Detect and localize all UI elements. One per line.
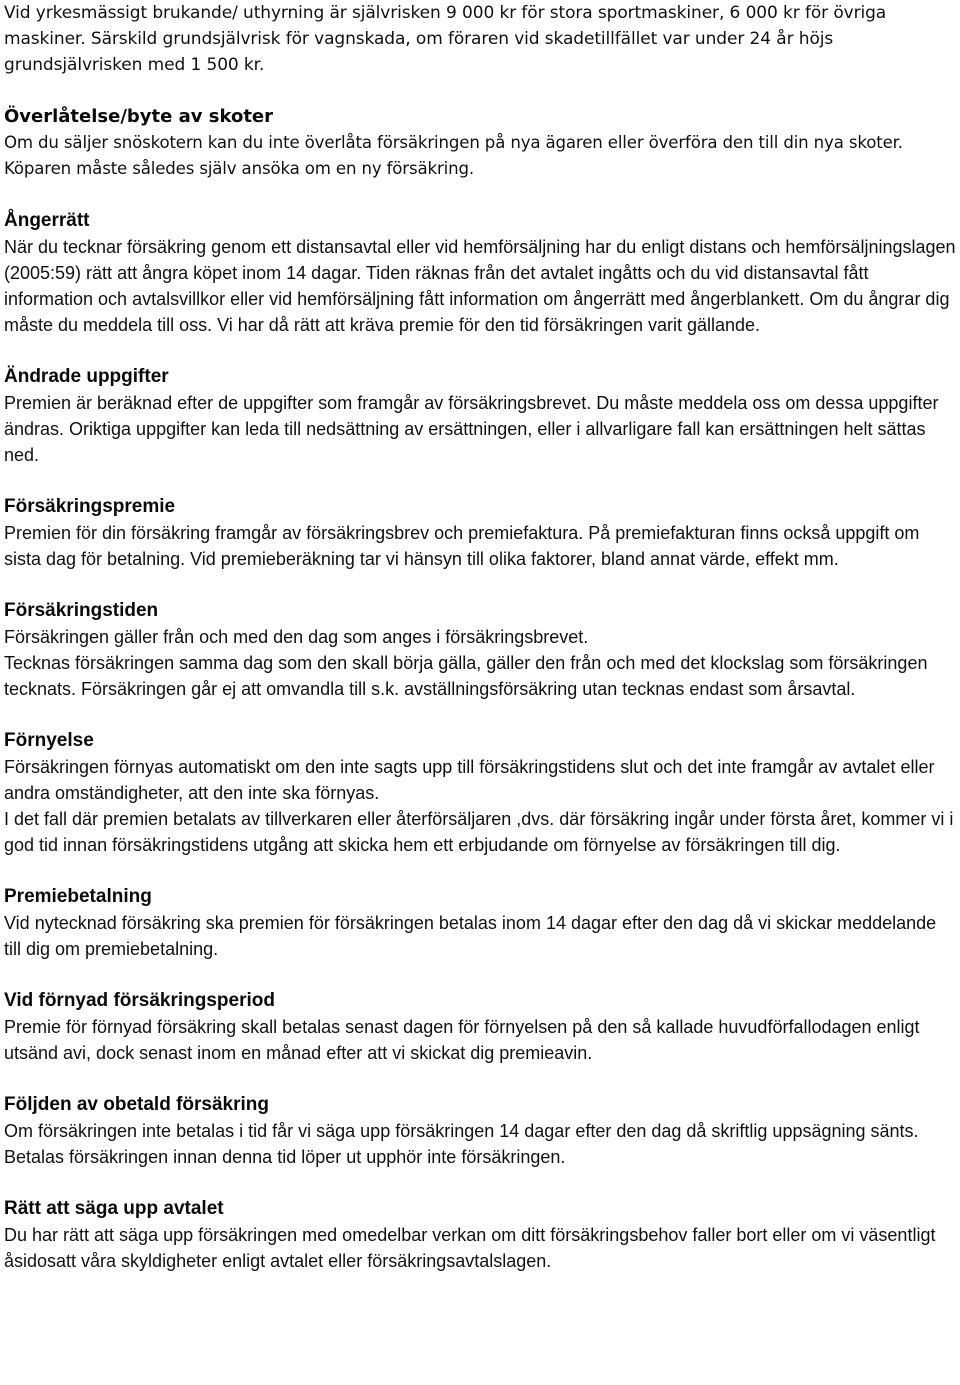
section-paragraph: I det fall där premien betalats av tillverkaren eller återförsäljaren ,dvs. där försäkring ingår under första året, kommer vi i god tid innan försäkringstidens utgång att skicka hem ett erbjudande om förnyelse av försäkringen till dig.	[4, 809, 954, 855]
section-heading: Förnyelse	[4, 730, 94, 751]
section-paragraph: Tecknas försäkringen samma dag som den skall börja gälla, gäller den från och med det klockslag som försäkringen tecknats. Försäkringen går ej att omvandla till s.k. avställningsförsäkring utan tecknas endast som årsavtal.	[4, 653, 928, 699]
section-heading: Ångerrätt	[4, 210, 90, 231]
section-saga-upp-avtalet	[4, 1196, 958, 1274]
section-paragraph: Premien för din försäkring framgår av försäkringsbrev och premiefaktura. På premiefakturan finns också uppgift om sista dag för betalning. Vid premieberäkning tar vi hänsyn till olika faktorer, bland annat värde, effekt mm.	[4, 523, 920, 569]
section-heading: Ändrade uppgifter	[4, 366, 169, 387]
section-heading: Premiebetalning	[4, 886, 152, 907]
section-heading: Försäkringstiden	[4, 600, 159, 621]
section-heading: Följden av obetald försäkring	[4, 1094, 269, 1115]
section-paragraph: Vid nytecknad försäkring ska premien för försäkringen betalas inom 14 dagar efter den dag då vi skickar meddelande till dig om premiebetalning.	[4, 913, 937, 959]
section-premiebetalning	[4, 884, 958, 962]
section-paragraph: Du har rätt att säga upp försäkringen med omedelbar verkan om ditt försäkringsbehov faller bort eller om vi väsentligt åsidosatt våra skyldigheter enligt avtalet eller försäkringsavtalslagen.	[4, 1225, 936, 1271]
section-paragraph: Premie för förnyad försäkring skall betalas senast dagen för förnyelsen på den så kallade huvudförfallodagen enligt utsänd avi, dock senast inom en månad efter att vi skickat dig premieavin.	[4, 1017, 920, 1063]
section-paragraph: När du tecknar försäkring genom ett distansavtal eller vid hemförsäljning har du enligt distans och hemförsäljningslagen (2005:59) rätt att ångra köpet inom 14 dagar. Tiden räknas från det avtalet ingåtts och du vid distansavtal fått information och avtalsvillkor eller vid hemförsäljning fått information om ångerrätt med ångerblankett. Om du ångrar dig måste du meddela till oss. Vi har då rätt att kräva premie för den tid försäkringen varit gällande.	[4, 237, 956, 335]
section-forsakringstiden	[4, 598, 958, 702]
section-heading: Vid förnyad försäkringsperiod	[4, 990, 275, 1011]
section-paragraph: Försäkringen förnyas automatiskt om den inte sagts upp till försäkringstidens slut och det inte framgår av avtalet eller andra omständigheter, att den inte ska förnyas.	[4, 757, 935, 803]
section-heading: Överlåtelse/byte av skoter	[4, 106, 274, 127]
intro-paragraph: Vid yrkesmässigt brukande/ uthyrning är självrisken 9 000 kr för stora sportmaskiner, 6 000 kr för övriga maskiner. Särskild grundsjälvrisk för vagnskada, om föraren vid skadetillfället var under 24 år höjs grundsjälvrisken med 1 500 kr.	[4, 3, 887, 75]
section-forsakringspremie	[4, 494, 958, 572]
section-angerratt	[4, 208, 958, 338]
section-paragraph: Försäkringen gäller från och med den dag som anges i försäkringsbrevet.	[4, 627, 589, 647]
section-paragraph: Om försäkringen inte betalas i tid får vi säga upp försäkringen 14 dagar efter den dag då skriftlig uppsägning sänts. Betalas försäkringen innan denna tid löper ut upphör inte försäkringen.	[4, 1121, 919, 1167]
section-fornyelse	[4, 728, 958, 858]
section-obetald-forsakring	[4, 1092, 958, 1170]
document-page	[4, 0, 958, 1274]
section-paragraph: Premien är beräknad efter de uppgifter som framgår av försäkringsbrevet. Du måste meddela oss om dessa uppgifter ändras. Oriktiga uppgifter kan leda till nedsättning av ersättningen, eller i allvarligare fall kan ersättningen helt sättas ned.	[4, 393, 939, 465]
section-overlatelse	[4, 104, 958, 182]
section-heading: Försäkringspremie	[4, 496, 176, 517]
section-andrade-uppgifter	[4, 364, 958, 468]
section-fornyad-period	[4, 988, 958, 1066]
section-paragraph: Om du säljer snöskotern kan du inte överlåta försäkringen på nya ägaren eller överföra den till din nya skoter. Köparen måste således själv ansöka om en ny försäkring.	[4, 133, 903, 178]
section-heading: Rätt att säga upp avtalet	[4, 1198, 224, 1219]
